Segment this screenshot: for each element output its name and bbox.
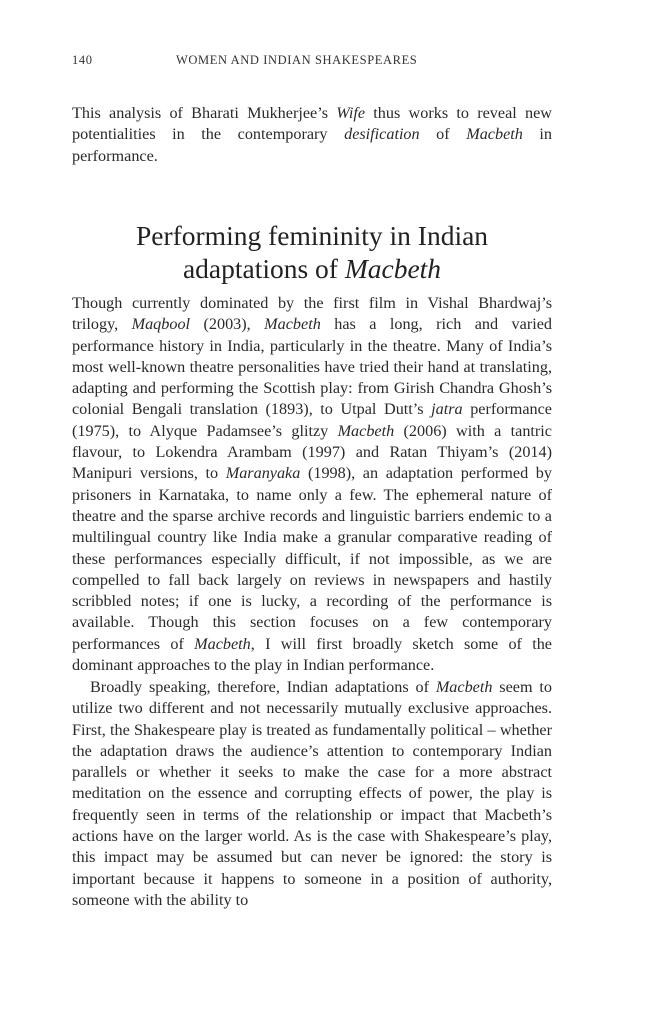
section-heading <box>72 219 552 285</box>
p1-italic-maranyaka: Maranyaka <box>225 464 301 483</box>
p2-text-1: Broadly speaking, therefore, Indian adaptations of <box>90 678 436 696</box>
p2-text-2: seem to utilize two different and not necessarily mutually exclusive approaches. First, the Shakespeare play is treated as fundamentally political – whether the adaptation draws the audience’s attention to contemporary Indian parallels or whether it seeks to make the case for a more abstract meditation on the essence and corrupting effects of power, the play is frequently seen in terms of the relationship or impact that Macbeth’s actions have on the larger world. As is the case with Shakespeare’s play, this impact may be assumed but can never be ignored: the story is important because it happens to someone in a position of authority, someone with the ability to <box>72 678 552 909</box>
p1-italic-jatra: jatra <box>431 400 463 419</box>
section-heading-prefix: adaptations of <box>182 253 345 284</box>
p1-text-7: , I will first broadly sketch some of the dominant approaches to the play in Indian performance. <box>72 634 552 675</box>
p1-text-1: Though currently dominated by the first film in Vishal Bhardwaj’s trilogy, <box>72 294 552 334</box>
p1-text-6: (1998), an adaptation performed by prisoners in Karnataka, to name only a few. The ephemeral nature of theatre and the sparse archive records and linguistic barriers endemic to a multilingual country like India make a granular comparative reading of these performances especially difficult, if not impossible, as we are compelled to fall back largely on reviews in newspapers and hastily scribbled notes; if one is lucky, a recording of the performance is available. Though this section focuses on a few contemporary performances of <box>72 464 552 653</box>
intro-italic-macbeth: Macbeth <box>466 125 523 144</box>
body-paragraph-2 <box>72 677 552 911</box>
p1-italic-maqbool: Maqbool <box>131 315 191 334</box>
intro-text-3: of <box>419 125 467 144</box>
section-heading-line-2 <box>72 252 552 285</box>
p1-italic-macbeth-2: Macbeth <box>337 421 395 440</box>
body-paragraph-1 <box>72 293 552 676</box>
section-heading-italic: Macbeth <box>344 253 442 284</box>
p1-text-4: performance (1975), to Alyque Padamsee’s glitzy <box>72 400 552 440</box>
intro-italic-desification: desification <box>344 125 420 144</box>
page-number: 140 <box>72 53 93 67</box>
intro-italic-wife: Wife <box>336 104 366 122</box>
p2-italic-macbeth: Macbeth <box>435 678 493 696</box>
running-head-title: WOMEN AND INDIAN SHAKESPEARES <box>176 53 418 67</box>
p1-text-3: has a long, rich and varied performance history in India, particularly in the theatre. Many of India’s most well-known theatre personalities have tried their hand at translating, adapting and performing the Scottish play: from Girish Chandra Ghosh’s colonial Bengali translation (1893), to Utpal Dutt’s <box>72 315 553 419</box>
intro-text-2: thus works to reveal new potentialities in the contemporary <box>72 104 552 144</box>
section-heading-line-1: Performing femininity in Indian <box>135 220 489 251</box>
p1-italic-macbeth-1: Macbeth <box>264 315 321 334</box>
intro-paragraph <box>72 103 552 167</box>
intro-text-1: This analysis of Bharati Mukherjee’s <box>72 104 337 122</box>
p1-text-2: (2003), <box>190 315 265 334</box>
p1-italic-macbeth-3: Macbeth <box>194 634 251 653</box>
p1-text-5: (2006) with a tantric flavour, to Lokendra Arambam (1997) and Ratan Thiyam’s (2014) Manipuri versions, to <box>72 421 552 483</box>
intro-text-4: in performance. <box>72 125 553 165</box>
running-head <box>72 53 552 68</box>
